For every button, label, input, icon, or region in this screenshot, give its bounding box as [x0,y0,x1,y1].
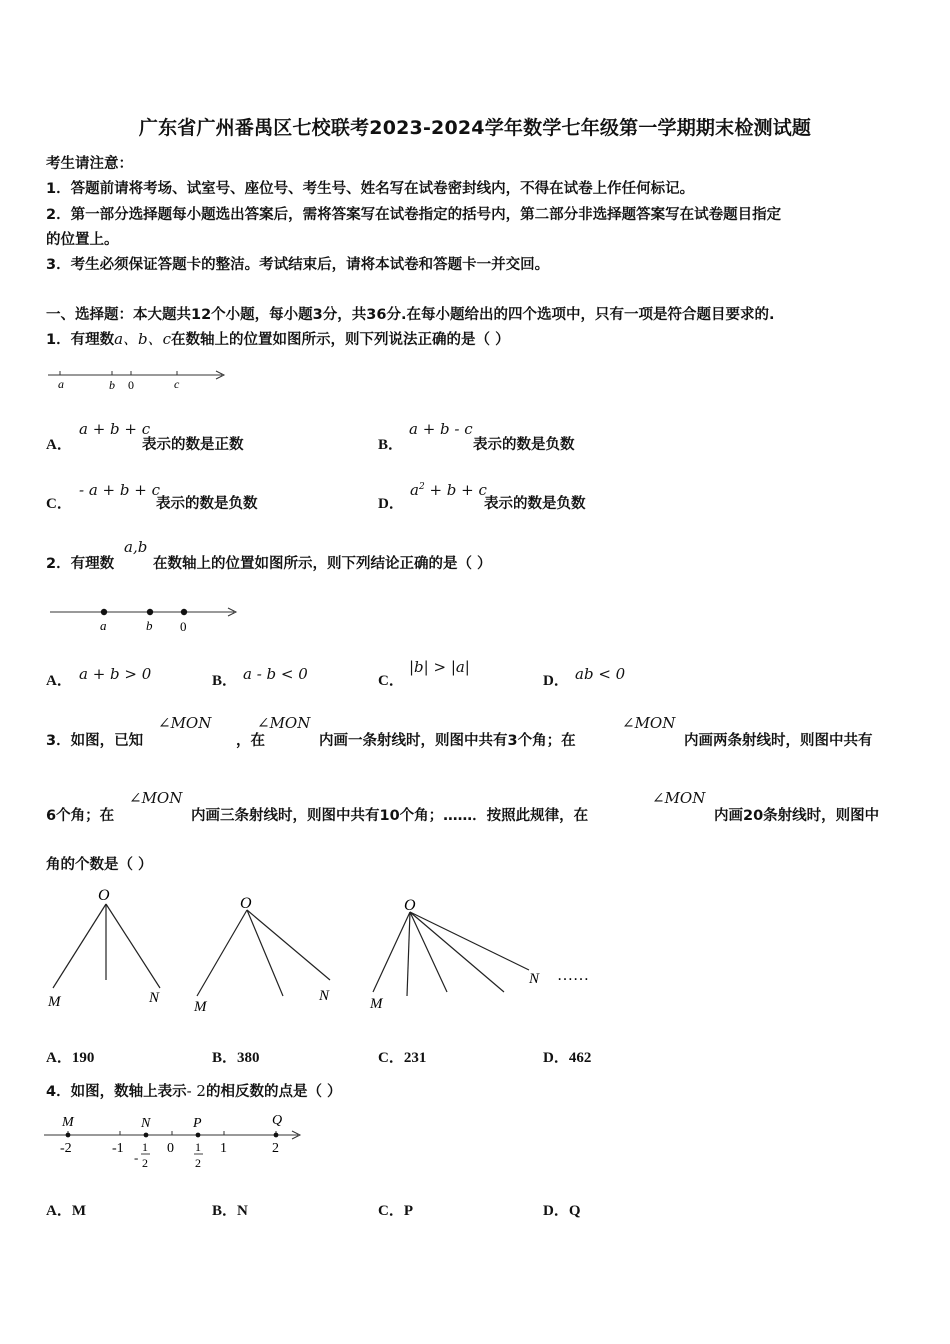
q4-tick-label-minus1: -1 [112,1141,124,1156]
q4-number-line [40,1106,310,1176]
q3-angle-2: ∠MON [257,714,311,732]
q3-line2-a: 6个角；在 [46,808,115,824]
q4-label-q: Q [272,1113,283,1128]
q2-stem-vars: a,b [124,538,148,556]
q1-option-a-expr: a + b + c [79,420,151,438]
q4-option-b-label: B． [212,1203,238,1219]
q2-stem-pre: 2．有理数 [46,556,115,572]
q3-fig3-label-o: O [404,897,416,914]
q2-point-b [147,609,153,615]
q3-option-b-value: 380 [237,1050,260,1066]
q3-line3: 角的个数是（ ） [46,857,153,873]
q3-fig3-ray-1 [407,912,410,996]
q1-option-c-expr: - a + b + c [79,481,160,499]
q1-option-b-label[interactable]: B． [378,437,404,453]
q3-fig1-label-n: N [149,990,160,1006]
q3-line1-b: ，在 [236,733,265,749]
q4-option-d[interactable] [543,1199,581,1220]
q3-fig3-ellipsis: …… [557,967,589,984]
q3-option-b-label: B． [212,1050,238,1066]
q3-option-c-label: C． [378,1050,404,1066]
q2-label-a: a [100,618,107,633]
q4-tick-label-minus2: -2 [60,1141,72,1156]
notice-item-1: 1．答题前请将考场、试室号、座位号、考生号、姓名写在试卷密封线内，不得在试卷上作任何标记。 [46,181,695,197]
q2-point-a [101,609,107,615]
q1-label-b: b [109,378,115,392]
q3-figure-3 [369,897,589,1012]
q3-angle-3: ∠MON [622,714,676,732]
notice-item-2-cont: 的位置上。 [46,232,119,248]
q4-option-c-label: C． [378,1203,404,1219]
q3-fig3-label-m: M [370,996,383,1012]
q3-fig1-ray-on [106,904,160,988]
q2-number-line [44,600,244,636]
q2-option-d-expr: ab < 0 [575,665,626,683]
q1-option-d-base: a [410,481,419,499]
q3-fig2-label-n: N [319,988,330,1004]
q4-neg-half-den: 2 [142,1156,148,1170]
q4-option-d-value: Q [568,1203,581,1219]
q4-option-a[interactable] [46,1199,86,1220]
q3-fig2-label-m: M [194,999,207,1015]
q4-half-num: 1 [195,1140,201,1154]
q4-half-den: 2 [195,1156,201,1170]
q3-fig1-label-m: M [48,994,61,1010]
q1-option-d-text: 表示的数是负数 [484,496,586,512]
q2-label-0: 0 [180,619,187,634]
q2-option-c-expr: |b| > |a| [409,658,470,676]
q1-option-c-label[interactable]: C． [46,496,72,512]
q3-figure-2 [193,895,330,1015]
q3-option-b[interactable] [212,1046,260,1067]
q3-option-d[interactable] [543,1046,591,1067]
q3-fig3-label-n: N [529,971,540,987]
q4-option-b-value: N [237,1203,248,1219]
notice-item-3: 3．考生必须保证答题卡的整洁。考试结束后，请将本试卷和答题卡一并交回。 [46,257,550,273]
q3-figure-1 [47,887,160,1010]
q4-label-n: N [141,1116,151,1131]
q3-fig2-ray-om [197,910,247,996]
q3-line1-d: 内画两条射线时，则图中共有 [684,733,873,749]
q1-stem-pre: 1．有理数 [46,332,115,348]
q3-fig1-label-o: O [98,887,110,904]
notice-heading: 考生请注意： [46,156,133,172]
q1-option-b-expr: a + b - c [409,420,473,438]
q3-figures [40,880,620,1015]
q4-stem-pre: 4．如图，数轴上表示 [46,1084,187,1100]
q3-option-c-value: 231 [403,1050,427,1066]
q4-tick-label-2: 2 [272,1141,279,1156]
q3-fig2-ray-on [247,910,330,980]
q2-option-b-expr: a - b < 0 [243,665,308,683]
q3-option-c[interactable] [378,1046,426,1067]
q2-option-a-expr: a + b > 0 [79,665,152,683]
q4-option-c-value: P [403,1203,414,1219]
q3-angle-4: ∠MON [129,789,183,807]
q2-option-a-label[interactable]: A． [46,673,72,689]
q2-label-b: b [146,618,153,633]
q4-point-q [274,1133,279,1138]
q1-label-a: a [58,377,64,391]
q3-option-d-label: D． [543,1050,569,1066]
q3-line1-a: 3．如图，已知 [46,733,144,749]
q2-stem-post: 在数轴上的位置如图所示，则下列结论正确的是（ ） [153,556,492,572]
q1-option-a-text: 表示的数是正数 [142,437,244,453]
q1-number-line [40,362,240,394]
q4-point-m [66,1133,71,1138]
q1-option-d-sup: 2 [418,482,425,492]
q3-fig1-ray-om [53,904,106,988]
q3-fig3-ray-on [410,912,529,970]
q1-option-b-text: 表示的数是负数 [473,437,575,453]
q3-angle-5: ∠MON [652,789,706,807]
q1-label-c: c [174,377,180,391]
q4-option-a-label: A． [46,1203,72,1219]
q2-option-d-label[interactable]: D． [543,673,569,689]
q4-option-c[interactable] [378,1199,413,1220]
q1-option-d-expr [410,481,487,499]
q4-tick-label-0: 0 [167,1141,174,1156]
q1-stem-vars: a、b、c [114,330,172,348]
q3-fig2-ray-1 [247,910,283,996]
q3-fig3-ray-om [373,912,410,992]
q4-neg-half-sign: - [134,1150,139,1165]
section-heading: 一、选择题：本大题共12个小题，每小题3分，共36分.在每小题给出的四个选项中，只有一项是符合题目要求的. [46,307,775,323]
q4-option-a-value: M [71,1203,87,1219]
q2-option-c-label[interactable]: C． [378,673,404,689]
q4-option-b[interactable] [212,1199,248,1220]
q4-point-p [196,1133,201,1138]
q3-fig3-ray-2 [410,912,447,992]
q2-option-b-label[interactable]: B． [212,673,238,689]
notice-item-2: 2．第一部分选择题每小题选出答案后，需将答案写在试卷指定的括号内，第二部分非选择题答案写在试卷题目指定 [46,207,782,223]
q3-option-d-value: 462 [568,1050,592,1066]
q3-option-a-label: A． [46,1050,72,1066]
q3-option-a[interactable] [46,1046,94,1067]
q4-stem-post: 的相反数的点是（ ） [205,1084,342,1100]
q3-fig3-ray-3 [410,912,504,992]
q1-stem-post: 在数轴上的位置如图所示，则下列说法正确的是（ ） [171,332,510,348]
q4-stem [46,1080,342,1101]
q2-point-0 [181,609,187,615]
q3-line2-b: 内画三条射线时，则图中共有10个角；……．按照此规律，在 [191,808,589,824]
q3-option-a-value: 190 [71,1050,95,1066]
q4-label-p: P [193,1116,202,1131]
q4-neg-half-num: 1 [142,1140,148,1154]
q3-line1-c: 内画一条射线时，则图中共有3个角；在 [319,733,576,749]
q1-option-a-label[interactable]: A． [46,437,72,453]
q1-option-d-tail: + b + c [424,481,487,499]
q3-angle-1: ∠MON [158,714,212,732]
q1-option-c-text: 表示的数是负数 [156,496,258,512]
q4-tick-label-1: 1 [220,1141,227,1156]
q4-label-m: M [62,1115,74,1130]
q4-option-d-label: D． [543,1203,569,1219]
q1-label-0: 0 [128,378,134,392]
q3-line2-c: 内画20条射线时，则图中 [714,808,880,824]
q1-option-d-label[interactable]: D． [378,496,404,512]
page-title: 广东省广州番禺区七校联考2023-2024学年数学七年级第一学期期末检测试题 [138,117,812,139]
q3-fig2-label-o: O [240,895,252,912]
q4-stem-expr: - 2 [186,1082,206,1100]
q4-point-n [144,1133,149,1138]
q1-stem [46,328,510,349]
